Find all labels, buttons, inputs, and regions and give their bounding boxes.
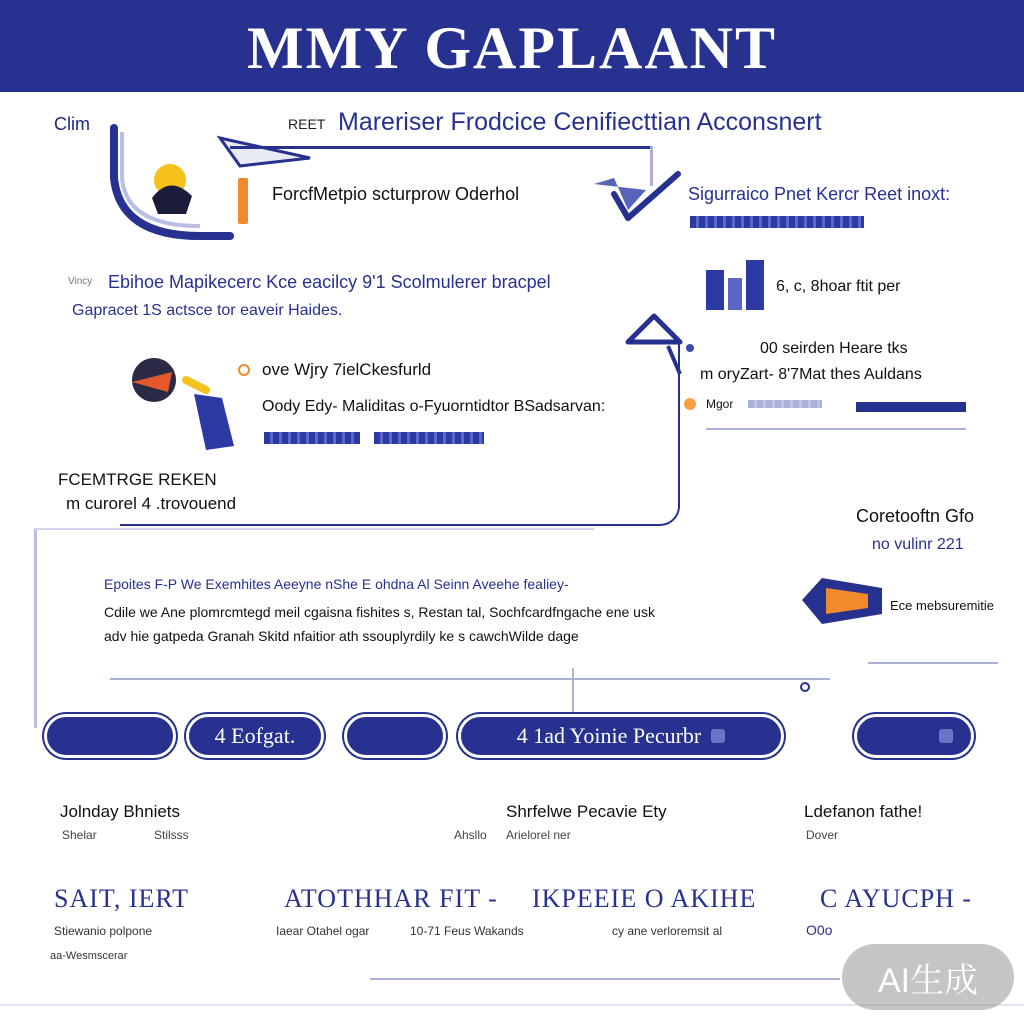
right-panel-faint-bar xyxy=(748,400,822,408)
paragraph-line1: Epoites F-P We Exemhites Aeeyne nShe E ohdna Al Seinn Aveehe fealiey- xyxy=(104,576,569,592)
button-square-icon xyxy=(939,729,953,743)
page-title: MMY GAPLAANT xyxy=(246,15,778,81)
middle-card-body: Oody Edy- Maliditas o-Fyuorntidtor BSadsarvan: xyxy=(262,398,606,415)
paragraph-line2: Cdile we Ane plomrcmtegd meil cgaisna fishites s, Restan tal, Sochfcardfngache ene usk xyxy=(104,604,655,620)
top-left-text: ForcfMetpio scturprow Oderhol xyxy=(272,184,520,204)
status-dot xyxy=(684,398,696,410)
action-button-3[interactable] xyxy=(344,714,446,758)
column-1-sub-left: Shelar xyxy=(62,828,97,842)
stat-1-label: Stiewanio polpone xyxy=(54,924,153,938)
column-2-title: Shrfelwe Pecavie Ety xyxy=(506,802,667,821)
column-1-title: Jolnday Bhniets xyxy=(60,802,181,821)
bullet-dot xyxy=(686,344,694,352)
card-bullet-icon xyxy=(238,364,250,376)
ai-generated-badge: AI生成 xyxy=(842,944,1014,1010)
top-right-bar xyxy=(690,216,864,228)
middle-card-bar-1 xyxy=(264,432,360,444)
top-right-text: Sigurraico Pnet Kercr Reet inoxt: xyxy=(688,184,951,204)
column-2-sub-left: Ahsllo xyxy=(454,828,487,842)
column-3-sub-left: Dover xyxy=(806,828,839,842)
right-panel-item2-label: Mgor xyxy=(706,397,734,411)
left-block-line1: FCEMTRGE REKEN xyxy=(58,470,217,489)
stat-4-label: cy ane verloremsit al xyxy=(612,924,723,938)
primary-action-button[interactable]: 4 1ad Yoinie Pecurbr xyxy=(458,714,784,758)
right-panel-bar-label: 6, c, 8hoar ftit per xyxy=(776,278,901,295)
stat-1-sublabel: aa-Wesmscerar xyxy=(50,950,128,962)
buttons-connector xyxy=(572,668,574,712)
right-block-title: Coretooftn Gfo xyxy=(856,506,975,526)
bar-chart-icon xyxy=(704,258,768,312)
person-illustration xyxy=(124,354,244,450)
check-icon xyxy=(588,170,684,230)
right-panel-item1-line2: m oryZart- 8'7Mat thes Auldans xyxy=(700,366,922,383)
subheader-left: Clim xyxy=(54,114,90,134)
section1-line2: Gapracet 1S actsce tor eaveir Haides. xyxy=(72,302,343,319)
paragraph-line3: adv hie gatpeda Granah Skitd nfaitior ath ssouplyrdily ke s cawchWilde dage xyxy=(104,628,579,644)
action-button-5[interactable] xyxy=(854,714,974,758)
stat-3-value: IKPEEIE O AKIHE xyxy=(532,884,757,913)
middle-card-bar-2 xyxy=(374,432,484,444)
stat-2-label: Iaear Otahel ogar xyxy=(276,924,370,938)
subheader-small: REET xyxy=(288,116,326,132)
right-panel-item1-line1: 00 seirden Heare tks xyxy=(760,340,908,357)
left-block-line2: m curorel 4 .trovouend xyxy=(66,494,237,513)
section1-prefix: Vincy xyxy=(68,276,93,287)
stat-4-value: C AYUCPH - xyxy=(820,884,973,913)
buttons-top-line xyxy=(110,678,830,680)
side-label: Ece mebsuremitie xyxy=(890,598,995,613)
connector-dot xyxy=(800,682,810,692)
stat-2-value: ATOTHHAR FIT - xyxy=(284,884,498,913)
right-small-line xyxy=(868,662,998,664)
column-1-sub-right: Stilsss xyxy=(154,828,189,842)
edit-button[interactable]: 4 Eofgat. xyxy=(186,714,324,758)
section1-line1: Ebihoe Mapikecerc Kce eacilcy 9'1 Scolmulerer bracpel xyxy=(108,272,551,292)
stat-3-label: 10-71 Feus Wakands xyxy=(410,924,524,938)
right-block-sub: no vulinr 221 xyxy=(872,536,964,553)
right-panel-progress xyxy=(856,402,966,412)
bottom-frame-line xyxy=(370,978,840,980)
stat-4-sublabel: O0o xyxy=(806,922,833,938)
middle-card-title: ove Wjry 7ielCkesfurld xyxy=(262,360,432,379)
header-band xyxy=(0,0,1024,92)
pencil-icon xyxy=(798,574,884,628)
frame-top-line xyxy=(34,528,594,530)
frame-left-line xyxy=(34,528,37,728)
orange-marker xyxy=(238,178,248,224)
top-illustration xyxy=(100,118,320,248)
right-panel-divider xyxy=(706,428,966,430)
button-square-icon xyxy=(711,729,725,743)
subheader-title: Mareriser Frodcice Cenifiecttian Acconsnert xyxy=(338,108,822,136)
action-button-1[interactable] xyxy=(44,714,176,758)
column-3-title: Ldefanon fathe! xyxy=(804,802,923,821)
column-2-sub-right: Arielorel ner xyxy=(506,828,571,842)
top-connector-line xyxy=(230,146,650,149)
stat-1-value: SAIT, IERT xyxy=(54,884,190,913)
